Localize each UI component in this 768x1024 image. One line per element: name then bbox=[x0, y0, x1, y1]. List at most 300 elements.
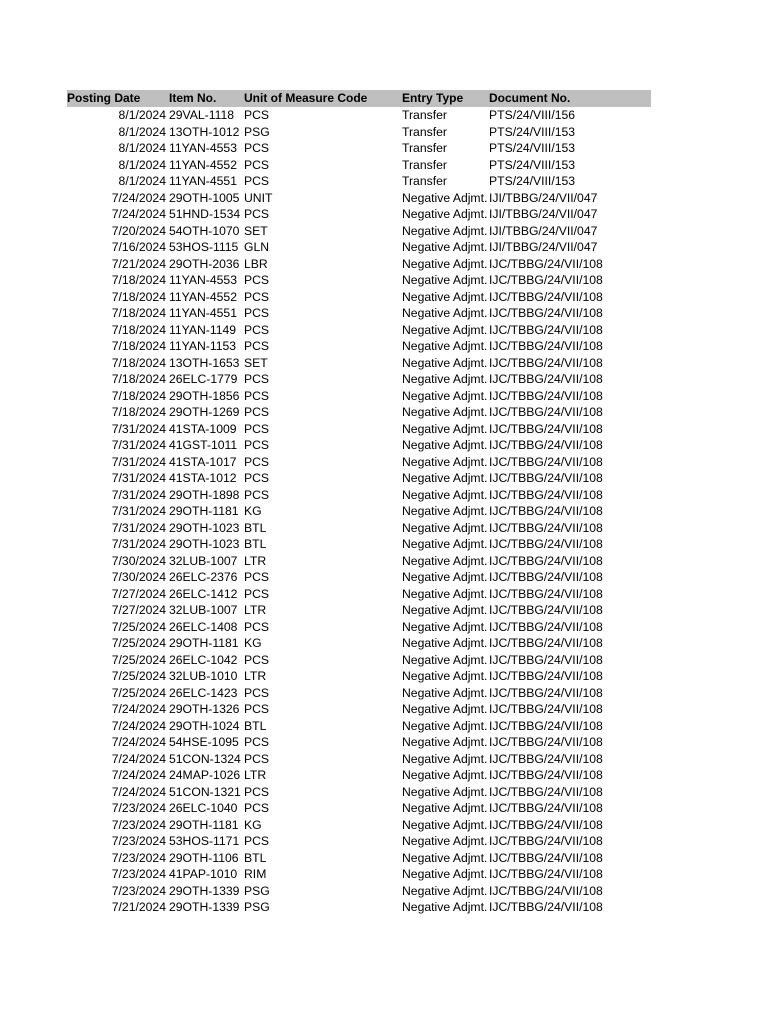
cell-document-no: IJC/TBBG/24/VII/108 bbox=[489, 553, 603, 568]
cell-uom: PCS bbox=[244, 685, 270, 700]
cell-posting-date: 7/20/2024 bbox=[111, 223, 166, 238]
cell-document-no: IJC/TBBG/24/VII/108 bbox=[489, 867, 603, 881]
cell-uom: PCS bbox=[244, 570, 270, 584]
cell-posting-date: 7/24/2024 bbox=[111, 784, 166, 799]
table-row[interactable] bbox=[67, 734, 651, 751]
cell-posting-date: 7/24/2024 bbox=[111, 768, 166, 782]
cell-uom: SET bbox=[244, 223, 268, 238]
table-header-row bbox=[67, 90, 651, 107]
cell-entry-type: Negative Adjmt. bbox=[402, 223, 488, 238]
cell-item-no: 24MAP-1026 bbox=[169, 768, 241, 782]
cell-item-no: 29OTH-1339 bbox=[169, 900, 240, 914]
cell-entry-type: Negative Adjmt. bbox=[402, 834, 488, 848]
cell-item-no: 11YAN-1153 bbox=[169, 339, 237, 353]
cell-entry-type: Negative Adjmt. bbox=[402, 768, 488, 782]
cell-entry-type: Negative Adjmt. bbox=[402, 273, 488, 287]
cell-posting-date: 7/31/2024 bbox=[111, 421, 166, 436]
cell-item-no: 26ELC-1423 bbox=[169, 685, 238, 700]
cell-document-no: PTS/24/VIII/156 bbox=[489, 108, 576, 122]
cell-entry-type: Negative Adjmt. bbox=[402, 718, 488, 733]
cell-posting-date: 7/21/2024 bbox=[111, 900, 166, 914]
cell-item-no: 51CON-1321 bbox=[169, 784, 241, 799]
cell-document-no: IJC/TBBG/24/VII/108 bbox=[489, 438, 603, 452]
cell-document-no: IJC/TBBG/24/VII/108 bbox=[489, 718, 603, 733]
table-row[interactable] bbox=[67, 371, 651, 388]
table-row[interactable] bbox=[67, 173, 651, 190]
cell-entry-type: Negative Adjmt. bbox=[402, 207, 488, 221]
cell-entry-type: Negative Adjmt. bbox=[402, 702, 488, 716]
cell-item-no: 11YAN-1149 bbox=[169, 322, 237, 337]
cell-entry-type: Negative Adjmt. bbox=[402, 471, 488, 485]
cell-entry-type: Negative Adjmt. bbox=[402, 553, 488, 568]
cell-entry-type: Negative Adjmt. bbox=[402, 669, 488, 683]
cell-uom: LTR bbox=[244, 669, 267, 683]
cell-posting-date: 7/31/2024 bbox=[111, 487, 166, 502]
cell-uom: PCS bbox=[244, 834, 270, 848]
table-row[interactable] bbox=[67, 767, 651, 784]
cell-posting-date: 8/1/2024 bbox=[118, 124, 166, 139]
cell-item-no: 11YAN-4553 bbox=[169, 273, 237, 287]
cell-document-no: IJC/TBBG/24/VII/108 bbox=[489, 570, 603, 584]
cell-uom: PCS bbox=[244, 322, 270, 337]
cell-posting-date: 7/23/2024 bbox=[111, 850, 166, 865]
table-row[interactable] bbox=[67, 503, 651, 520]
cell-uom: PCS bbox=[244, 207, 270, 221]
cell-document-no: IJC/TBBG/24/VII/108 bbox=[489, 388, 603, 403]
cell-posting-date: 7/23/2024 bbox=[111, 801, 166, 815]
cell-entry-type: Negative Adjmt. bbox=[402, 322, 488, 337]
table-row[interactable] bbox=[67, 536, 651, 553]
cell-entry-type: Negative Adjmt. bbox=[402, 405, 488, 419]
cell-uom: LTR bbox=[244, 553, 267, 568]
cell-entry-type: Negative Adjmt. bbox=[402, 537, 488, 551]
table-row[interactable] bbox=[67, 553, 651, 570]
cell-posting-date: 7/24/2024 bbox=[111, 751, 166, 766]
cell-posting-date: 7/24/2024 bbox=[111, 190, 166, 205]
cell-posting-date: 7/23/2024 bbox=[111, 834, 166, 848]
table-row[interactable] bbox=[67, 140, 651, 157]
table-row[interactable] bbox=[67, 107, 651, 124]
cell-entry-type: Negative Adjmt. bbox=[402, 652, 488, 667]
cell-item-no: 29OTH-1024 bbox=[169, 718, 240, 733]
cell-posting-date: 7/24/2024 bbox=[111, 718, 166, 733]
cell-item-no: 29OTH-1326 bbox=[169, 702, 240, 716]
cell-uom: RIM bbox=[244, 867, 267, 881]
table-row[interactable] bbox=[67, 701, 651, 718]
cell-entry-type: Negative Adjmt. bbox=[402, 372, 488, 386]
cell-entry-type: Negative Adjmt. bbox=[402, 784, 488, 799]
cell-uom: BTL bbox=[244, 718, 267, 733]
cell-entry-type: Negative Adjmt. bbox=[402, 817, 488, 832]
cell-posting-date: 7/23/2024 bbox=[111, 867, 166, 881]
cell-item-no: 29OTH-1181 bbox=[169, 636, 239, 650]
cell-document-no: IJC/TBBG/24/VII/108 bbox=[489, 487, 603, 502]
cell-uom: PCS bbox=[244, 702, 270, 716]
table-row[interactable] bbox=[67, 437, 651, 454]
cell-uom: PCS bbox=[244, 652, 270, 667]
cell-item-no: 26ELC-1042 bbox=[169, 652, 238, 667]
cell-document-no: IJC/TBBG/24/VII/108 bbox=[489, 850, 603, 865]
cell-entry-type: Negative Adjmt. bbox=[402, 487, 488, 502]
cell-entry-type: Negative Adjmt. bbox=[402, 190, 488, 205]
table-row[interactable] bbox=[67, 602, 651, 619]
cell-item-no: 41STA-1009 bbox=[169, 421, 237, 436]
cell-entry-type: Negative Adjmt. bbox=[402, 801, 488, 815]
cell-uom: PCS bbox=[244, 471, 270, 485]
table-row[interactable] bbox=[67, 800, 651, 817]
table-row[interactable] bbox=[67, 355, 651, 372]
table-row[interactable] bbox=[67, 421, 651, 438]
table-row[interactable] bbox=[67, 784, 651, 801]
cell-document-no: IJC/TBBG/24/VII/108 bbox=[489, 735, 603, 749]
cell-posting-date: 7/25/2024 bbox=[111, 636, 166, 650]
cell-entry-type: Negative Adjmt. bbox=[402, 867, 488, 881]
cell-uom: PCS bbox=[244, 388, 270, 403]
table-row[interactable] bbox=[67, 899, 651, 916]
cell-entry-type: Negative Adjmt. bbox=[402, 883, 488, 898]
cell-posting-date: 7/23/2024 bbox=[111, 817, 166, 832]
cell-uom: PCS bbox=[244, 487, 270, 502]
cell-document-no: IJC/TBBG/24/VII/108 bbox=[489, 636, 603, 650]
cell-uom: BTL bbox=[244, 537, 267, 551]
cell-entry-type: Negative Adjmt. bbox=[402, 339, 488, 353]
cell-entry-type: Negative Adjmt. bbox=[402, 900, 488, 914]
table-row[interactable] bbox=[67, 619, 651, 636]
cell-uom: PCS bbox=[244, 174, 270, 188]
table-row[interactable] bbox=[67, 569, 651, 586]
cell-item-no: 11YAN-4551 bbox=[169, 174, 237, 188]
table-row[interactable] bbox=[67, 487, 651, 504]
cell-posting-date: 7/25/2024 bbox=[111, 685, 166, 700]
table-row[interactable] bbox=[67, 817, 651, 834]
cell-document-no: IJC/TBBG/24/VII/108 bbox=[489, 685, 603, 700]
cell-document-no: IJC/TBBG/24/VII/108 bbox=[489, 289, 603, 304]
cell-document-no: IJC/TBBG/24/VII/108 bbox=[489, 883, 603, 898]
table-row[interactable] bbox=[67, 883, 651, 900]
table-row[interactable] bbox=[67, 322, 651, 339]
table-row[interactable] bbox=[67, 206, 651, 223]
cell-entry-type: Negative Adjmt. bbox=[402, 735, 488, 749]
cell-uom: PSG bbox=[244, 883, 270, 898]
table-row[interactable] bbox=[67, 289, 651, 306]
cell-entry-type: Negative Adjmt. bbox=[402, 388, 488, 403]
table-row[interactable] bbox=[67, 833, 651, 850]
cell-entry-type: Negative Adjmt. bbox=[402, 520, 488, 535]
cell-posting-date: 7/24/2024 bbox=[111, 702, 166, 716]
cell-item-no: 29OTH-1023 bbox=[169, 537, 240, 551]
cell-document-no: IJC/TBBG/24/VII/108 bbox=[489, 751, 603, 766]
cell-item-no: 54OTH-1070 bbox=[169, 223, 240, 238]
cell-item-no: 26ELC-1040 bbox=[169, 801, 238, 815]
cell-document-no: IJC/TBBG/24/VII/108 bbox=[489, 454, 603, 469]
cell-document-no: IJC/TBBG/24/VII/108 bbox=[489, 306, 603, 320]
cell-posting-date: 7/31/2024 bbox=[111, 520, 166, 535]
cell-posting-date: 7/30/2024 bbox=[111, 553, 166, 568]
cell-item-no: 32LUB-1010 bbox=[169, 669, 238, 683]
cell-uom: BTL bbox=[244, 850, 267, 865]
cell-document-no: IJC/TBBG/24/VII/108 bbox=[489, 520, 603, 535]
cell-item-no: 29VAL-1118 bbox=[169, 108, 235, 122]
cell-uom: LTR bbox=[244, 603, 267, 617]
cell-item-no: 11YAN-4553 bbox=[169, 141, 237, 155]
cell-document-no: IJC/TBBG/24/VII/108 bbox=[489, 784, 603, 799]
cell-document-no: IJC/TBBG/24/VII/108 bbox=[489, 421, 603, 436]
table-row[interactable] bbox=[67, 586, 651, 603]
cell-document-no: IJC/TBBG/24/VII/108 bbox=[489, 273, 603, 287]
cell-entry-type: Transfer bbox=[402, 157, 447, 172]
cell-entry-type: Negative Adjmt. bbox=[402, 685, 488, 700]
table-row[interactable] bbox=[67, 256, 651, 273]
cell-posting-date: 7/25/2024 bbox=[111, 619, 166, 634]
cell-uom: KG bbox=[244, 504, 262, 518]
cell-posting-date: 7/18/2024 bbox=[111, 339, 166, 353]
cell-entry-type: Negative Adjmt. bbox=[402, 306, 488, 320]
cell-uom: KG bbox=[244, 636, 262, 650]
table-body bbox=[67, 107, 651, 916]
table-row[interactable] bbox=[67, 388, 651, 405]
cell-item-no: 29OTH-1181 bbox=[169, 817, 239, 832]
cell-entry-type: Negative Adjmt. bbox=[402, 570, 488, 584]
cell-uom: PCS bbox=[244, 438, 270, 452]
cell-item-no: 29OTH-2036 bbox=[169, 256, 240, 271]
cell-posting-date: 7/31/2024 bbox=[111, 504, 166, 518]
cell-document-no: IJI/TBBG/24/VII/047 bbox=[489, 240, 598, 254]
cell-document-no: IJC/TBBG/24/VII/108 bbox=[489, 504, 603, 518]
cell-entry-type: Negative Adjmt. bbox=[402, 586, 488, 601]
cell-entry-type: Negative Adjmt. bbox=[402, 289, 488, 304]
table-row[interactable] bbox=[67, 223, 651, 240]
cell-item-no: 29OTH-1898 bbox=[169, 487, 240, 502]
header-entry-type[interactable]: Entry Type bbox=[402, 91, 464, 105]
cell-entry-type: Negative Adjmt. bbox=[402, 454, 488, 469]
cell-item-no: 29OTH-1181 bbox=[169, 504, 239, 518]
cell-posting-date: 7/18/2024 bbox=[111, 372, 166, 386]
cell-item-no: 51HND-1534 bbox=[169, 207, 241, 221]
cell-document-no: IJC/TBBG/24/VII/108 bbox=[489, 471, 603, 485]
cell-document-no: IJC/TBBG/24/VII/108 bbox=[489, 669, 603, 683]
cell-item-no: 13OTH-1012 bbox=[169, 124, 240, 139]
cell-posting-date: 8/1/2024 bbox=[118, 157, 166, 172]
cell-posting-date: 7/27/2024 bbox=[111, 603, 166, 617]
header-item-no[interactable]: Item No. bbox=[169, 91, 217, 105]
cell-uom: PCS bbox=[244, 751, 270, 766]
cell-uom: PCS bbox=[244, 339, 270, 353]
cell-posting-date: 7/18/2024 bbox=[111, 405, 166, 419]
table-row[interactable] bbox=[67, 635, 651, 652]
cell-uom: PCS bbox=[244, 157, 270, 172]
cell-document-no: IJI/TBBG/24/VII/047 bbox=[489, 190, 598, 205]
cell-item-no: 11YAN-4552 bbox=[169, 289, 237, 304]
table-row[interactable] bbox=[67, 272, 651, 289]
cell-document-no: IJC/TBBG/24/VII/108 bbox=[489, 355, 603, 370]
table-row[interactable] bbox=[67, 470, 651, 487]
cell-entry-type: Negative Adjmt. bbox=[402, 603, 488, 617]
table-row[interactable] bbox=[67, 668, 651, 685]
cell-item-no: 29OTH-1856 bbox=[169, 388, 240, 403]
cell-document-no: IJC/TBBG/24/VII/108 bbox=[489, 652, 603, 667]
cell-posting-date: 8/1/2024 bbox=[118, 174, 166, 188]
cell-document-no: IJC/TBBG/24/VII/108 bbox=[489, 537, 603, 551]
cell-uom: UNIT bbox=[244, 190, 273, 205]
cell-posting-date: 7/25/2024 bbox=[111, 652, 166, 667]
cell-uom: PCS bbox=[244, 784, 270, 799]
cell-document-no: PTS/24/VIII/153 bbox=[489, 174, 576, 188]
cell-posting-date: 7/16/2024 bbox=[111, 240, 166, 254]
cell-item-no: 13OTH-1653 bbox=[169, 355, 240, 370]
cell-posting-date: 7/18/2024 bbox=[111, 388, 166, 403]
table-row[interactable] bbox=[67, 190, 651, 207]
cell-uom: PSG bbox=[244, 124, 270, 139]
table-row[interactable] bbox=[67, 751, 651, 768]
cell-entry-type: Transfer bbox=[402, 108, 447, 122]
cell-entry-type: Negative Adjmt. bbox=[402, 256, 488, 271]
cell-uom: PCS bbox=[244, 801, 270, 815]
cell-document-no: IJC/TBBG/24/VII/108 bbox=[489, 619, 603, 634]
cell-item-no: 11YAN-4551 bbox=[169, 306, 237, 320]
cell-uom: PCS bbox=[244, 454, 270, 469]
cell-item-no: 51CON-1324 bbox=[169, 751, 241, 766]
cell-uom: LBR bbox=[244, 256, 268, 271]
cell-posting-date: 7/18/2024 bbox=[111, 306, 166, 320]
cell-document-no: IJC/TBBG/24/VII/108 bbox=[489, 339, 603, 353]
cell-posting-date: 7/24/2024 bbox=[111, 207, 166, 221]
cell-entry-type: Negative Adjmt. bbox=[402, 438, 488, 452]
cell-uom: PCS bbox=[244, 421, 270, 436]
header-document-no[interactable]: Document No. bbox=[489, 91, 571, 105]
cell-entry-type: Negative Adjmt. bbox=[402, 751, 488, 766]
cell-posting-date: 7/30/2024 bbox=[111, 570, 166, 584]
table-row[interactable] bbox=[67, 454, 651, 471]
cell-uom: PCS bbox=[244, 273, 270, 287]
cell-item-no: 41GST-1011 bbox=[169, 438, 238, 452]
table-row[interactable] bbox=[67, 157, 651, 174]
cell-posting-date: 7/18/2024 bbox=[111, 355, 166, 370]
cell-item-no: 29OTH-1339 bbox=[169, 883, 240, 898]
cell-entry-type: Negative Adjmt. bbox=[402, 850, 488, 865]
cell-item-no: 11YAN-4552 bbox=[169, 157, 237, 172]
cell-document-no: IJC/TBBG/24/VII/108 bbox=[489, 322, 603, 337]
cell-item-no: 26ELC-1779 bbox=[169, 372, 238, 386]
cell-uom: PCS bbox=[244, 108, 270, 122]
header-posting-date[interactable]: Posting Date bbox=[67, 91, 141, 105]
table-row[interactable] bbox=[67, 685, 651, 702]
header-uom[interactable]: Unit of Measure Code bbox=[244, 91, 368, 105]
table-row[interactable] bbox=[67, 520, 651, 537]
cell-item-no: 29OTH-1005 bbox=[169, 190, 240, 205]
cell-posting-date: 7/23/2024 bbox=[111, 883, 166, 898]
cell-item-no: 26ELC-2376 bbox=[169, 570, 238, 584]
cell-document-no: PTS/24/VIII/153 bbox=[489, 124, 576, 139]
cell-entry-type: Negative Adjmt. bbox=[402, 504, 488, 518]
cell-document-no: IJC/TBBG/24/VII/108 bbox=[489, 256, 603, 271]
table-row[interactable] bbox=[67, 652, 651, 669]
cell-document-no: IJC/TBBG/24/VII/108 bbox=[489, 603, 603, 617]
table-row[interactable] bbox=[67, 305, 651, 322]
table-row[interactable] bbox=[67, 338, 651, 355]
table-row[interactable] bbox=[67, 718, 651, 735]
cell-item-no: 32LUB-1007 bbox=[169, 603, 238, 617]
cell-document-no: IJI/TBBG/24/VII/047 bbox=[489, 223, 598, 238]
cell-item-no: 29OTH-1269 bbox=[169, 405, 240, 419]
cell-posting-date: 8/1/2024 bbox=[118, 108, 166, 122]
cell-item-no: 32LUB-1007 bbox=[169, 553, 238, 568]
table-row[interactable] bbox=[67, 239, 651, 256]
cell-uom: PCS bbox=[244, 735, 270, 749]
cell-document-no: PTS/24/VIII/153 bbox=[489, 157, 576, 172]
cell-uom: PCS bbox=[244, 586, 270, 601]
cell-document-no: IJC/TBBG/24/VII/108 bbox=[489, 834, 603, 848]
cell-posting-date: 7/31/2024 bbox=[111, 537, 166, 551]
cell-posting-date: 8/1/2024 bbox=[118, 141, 166, 155]
cell-item-no: 29OTH-1023 bbox=[169, 520, 240, 535]
cell-posting-date: 7/31/2024 bbox=[111, 454, 166, 469]
table-row[interactable] bbox=[67, 404, 651, 421]
cell-uom: PCS bbox=[244, 289, 270, 304]
ledger-table bbox=[67, 90, 651, 916]
cell-entry-type: Negative Adjmt. bbox=[402, 619, 488, 634]
cell-posting-date: 7/31/2024 bbox=[111, 471, 166, 485]
cell-uom: GLN bbox=[244, 240, 270, 254]
cell-document-no: IJC/TBBG/24/VII/108 bbox=[489, 702, 603, 716]
cell-document-no: IJC/TBBG/24/VII/108 bbox=[489, 768, 603, 782]
cell-item-no: 26ELC-1408 bbox=[169, 619, 238, 634]
cell-item-no: 41STA-1012 bbox=[169, 471, 237, 485]
cell-entry-type: Negative Adjmt. bbox=[402, 421, 488, 436]
cell-item-no: 53HOS-1171 bbox=[169, 834, 240, 848]
table-row[interactable] bbox=[67, 124, 651, 141]
cell-item-no: 29OTH-1106 bbox=[169, 850, 239, 865]
cell-document-no: IJC/TBBG/24/VII/108 bbox=[489, 900, 603, 914]
cell-document-no: IJC/TBBG/24/VII/108 bbox=[489, 372, 603, 386]
cell-item-no: 41STA-1017 bbox=[169, 454, 237, 469]
cell-posting-date: 7/21/2024 bbox=[111, 256, 166, 271]
cell-document-no: IJC/TBBG/24/VII/108 bbox=[489, 586, 603, 601]
table-row[interactable] bbox=[67, 850, 651, 867]
cell-document-no: IJC/TBBG/24/VII/108 bbox=[489, 405, 603, 419]
cell-posting-date: 7/18/2024 bbox=[111, 322, 166, 337]
cell-item-no: 26ELC-1412 bbox=[169, 586, 238, 601]
cell-item-no: 54HSE-1095 bbox=[169, 735, 239, 749]
cell-posting-date: 7/18/2024 bbox=[111, 273, 166, 287]
cell-uom: PCS bbox=[244, 405, 270, 419]
cell-uom: LTR bbox=[244, 768, 267, 782]
cell-item-no: 41PAP-1010 bbox=[169, 867, 238, 881]
cell-uom: PCS bbox=[244, 372, 270, 386]
cell-uom: PCS bbox=[244, 306, 270, 320]
table-row[interactable] bbox=[67, 866, 651, 883]
cell-entry-type: Negative Adjmt. bbox=[402, 636, 488, 650]
cell-entry-type: Transfer bbox=[402, 141, 447, 155]
cell-document-no: IJC/TBBG/24/VII/108 bbox=[489, 817, 603, 832]
cell-document-no: IJC/TBBG/24/VII/108 bbox=[489, 801, 603, 815]
cell-uom: PCS bbox=[244, 141, 270, 155]
cell-uom: SET bbox=[244, 355, 268, 370]
cell-uom: PSG bbox=[244, 900, 270, 914]
cell-item-no: 53HOS-1115 bbox=[169, 240, 239, 254]
cell-posting-date: 7/25/2024 bbox=[111, 669, 166, 683]
cell-uom: BTL bbox=[244, 520, 267, 535]
cell-entry-type: Transfer bbox=[402, 124, 447, 139]
cell-posting-date: 7/27/2024 bbox=[111, 586, 166, 601]
cell-entry-type: Transfer bbox=[402, 174, 447, 188]
cell-document-no: IJI/TBBG/24/VII/047 bbox=[489, 207, 598, 221]
cell-uom: KG bbox=[244, 817, 262, 832]
cell-posting-date: 7/18/2024 bbox=[111, 289, 166, 304]
cell-uom: PCS bbox=[244, 619, 270, 634]
cell-entry-type: Negative Adjmt. bbox=[402, 240, 488, 254]
cell-posting-date: 7/31/2024 bbox=[111, 438, 166, 452]
cell-posting-date: 7/24/2024 bbox=[111, 735, 166, 749]
